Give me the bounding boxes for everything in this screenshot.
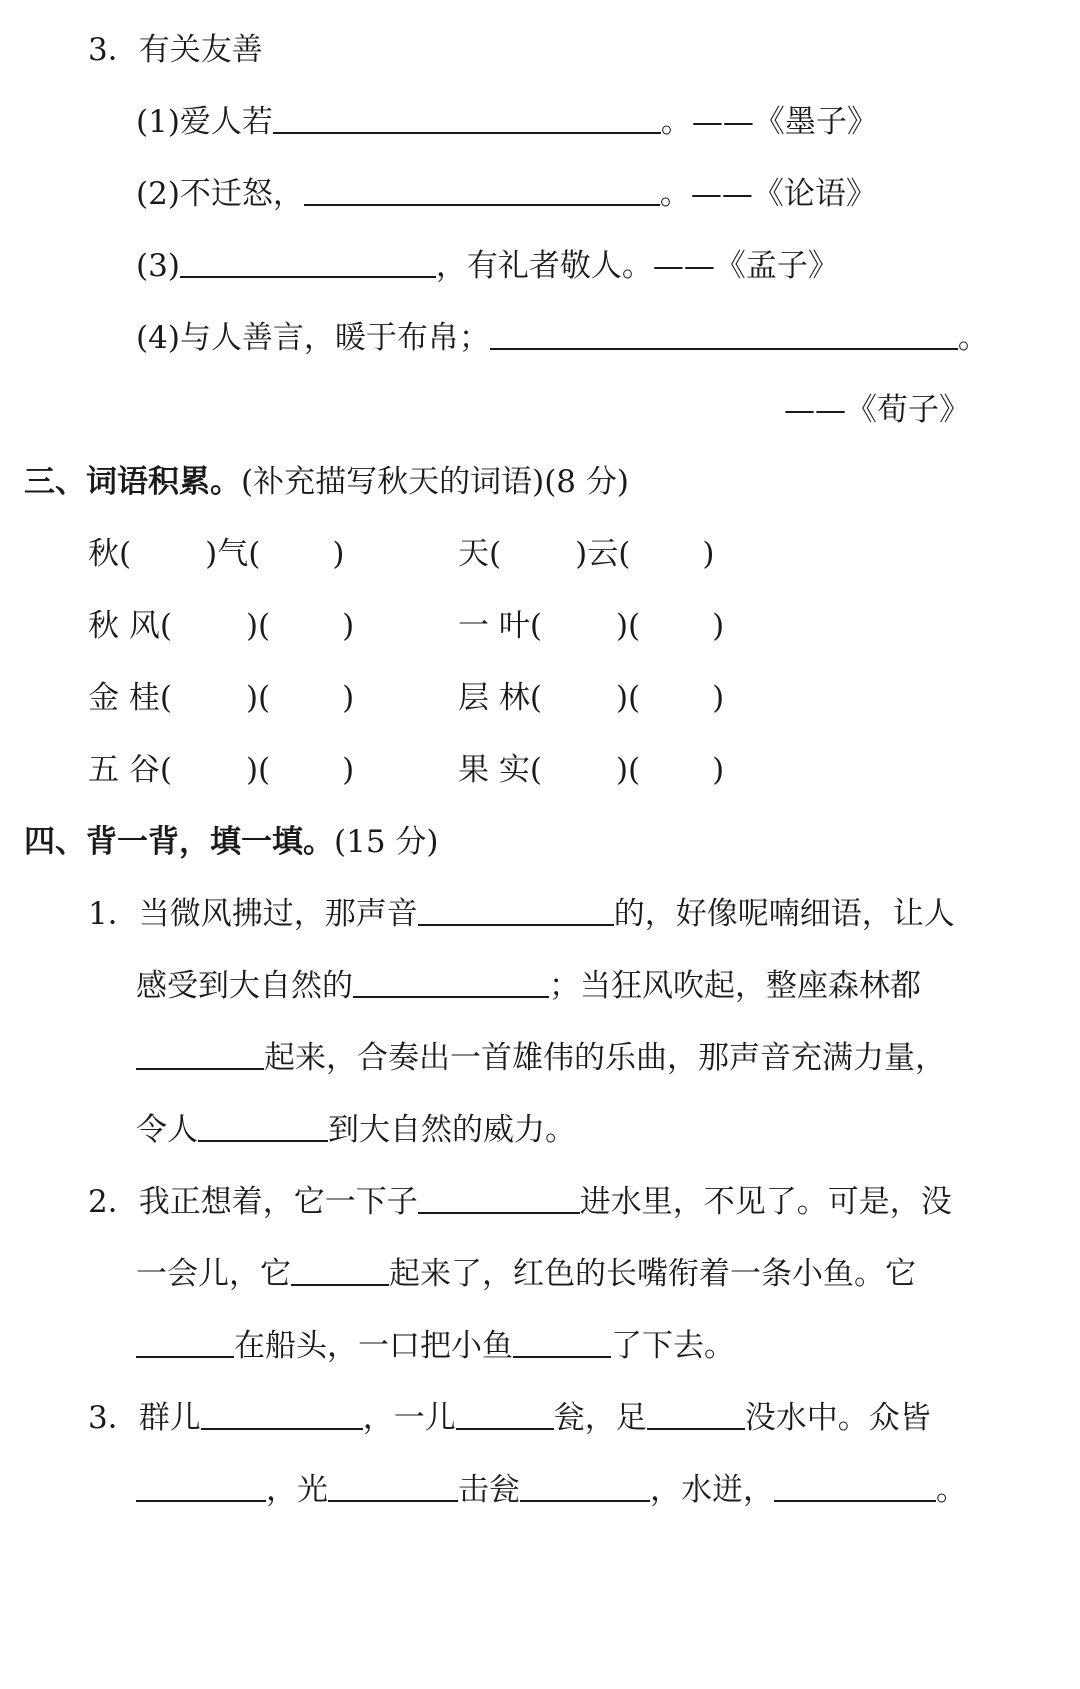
- answer-blank[interactable]: [418, 1182, 580, 1214]
- answer-blank[interactable]: [291, 1254, 389, 1286]
- section-4-title: 四、背一背，填一填。(15 分): [24, 824, 439, 860]
- answer-blank[interactable]: [490, 318, 958, 350]
- vocab-item: 层 林( )( ): [458, 680, 725, 716]
- answer-blank[interactable]: [136, 1470, 266, 1502]
- answer-blank[interactable]: [520, 1470, 650, 1502]
- s4-q2-line-2: 一会儿，它 起来了，红色的长嘴衔着一条小鱼。它: [136, 1256, 916, 1292]
- answer-blank[interactable]: [513, 1326, 611, 1358]
- answer-blank[interactable]: [198, 1110, 328, 1142]
- answer-blank[interactable]: [304, 174, 660, 206]
- q3-item-1: (1)爱人若 。——《墨子》: [136, 104, 878, 140]
- vocab-item: 果 实( )( ): [458, 752, 725, 788]
- vocab-item: 秋 风( )( ): [88, 608, 355, 644]
- vocab-item: 金 桂( )( ): [88, 680, 355, 716]
- s4-q2-line-1: 2．我正想着，它一下子 进水里，不见了。可是，没: [88, 1184, 952, 1220]
- answer-blank[interactable]: [180, 246, 436, 278]
- vocab-item: 五 谷( )( ): [88, 752, 355, 788]
- s4-q1-line-2: 感受到大自然的 ；当狂风吹起，整座森林都: [136, 968, 921, 1004]
- q3-item-2: (2)不迁怒， 。——《论语》: [136, 176, 877, 212]
- question-3-heading: 3．有关友善: [88, 32, 263, 68]
- answer-blank[interactable]: [774, 1470, 936, 1502]
- section-3-title: 三、词语积累。(补充描写秋天的词语)(8 分): [24, 464, 629, 500]
- s4-q1-line-4: 令人 到大自然的威力。: [136, 1112, 576, 1148]
- answer-blank[interactable]: [328, 1470, 458, 1502]
- s4-q2-line-3: 在船头，一口把小鱼 了下去。: [136, 1326, 1080, 1366]
- vocab-item: 秋( )气( ): [88, 536, 345, 572]
- answer-blank[interactable]: [647, 1398, 745, 1430]
- s4-q3-line-1: 3．群儿 ，一儿 瓮，足 没水中。众皆: [88, 1400, 931, 1436]
- vocab-item: 一 叶( )( ): [458, 608, 725, 644]
- answer-blank[interactable]: [418, 894, 614, 926]
- s4-q1-line-1: 1．当微风拂过，那声音 的，好像呢喃细语，让人: [88, 896, 955, 932]
- answer-blank[interactable]: [273, 102, 661, 134]
- vocab-item: 天( )云( ): [458, 536, 715, 572]
- q3-item-4-source: ——《荀子》: [784, 392, 970, 428]
- answer-blank[interactable]: [353, 966, 549, 998]
- s4-q1-line-3: 起来，合奏出一首雄伟的乐曲，那声音充满力量，: [136, 1038, 1080, 1078]
- answer-blank[interactable]: [136, 1038, 264, 1070]
- s4-q3-line-2: ，光 击瓮 ，水迸， 。: [136, 1470, 1080, 1510]
- q3-item-3: (3) ，有礼者敬人。——《孟子》: [136, 248, 839, 284]
- answer-blank[interactable]: [456, 1398, 554, 1430]
- answer-blank[interactable]: [136, 1326, 234, 1358]
- q3-item-4: (4)与人善言，暖于布帛； 。: [136, 320, 989, 356]
- answer-blank[interactable]: [201, 1398, 363, 1430]
